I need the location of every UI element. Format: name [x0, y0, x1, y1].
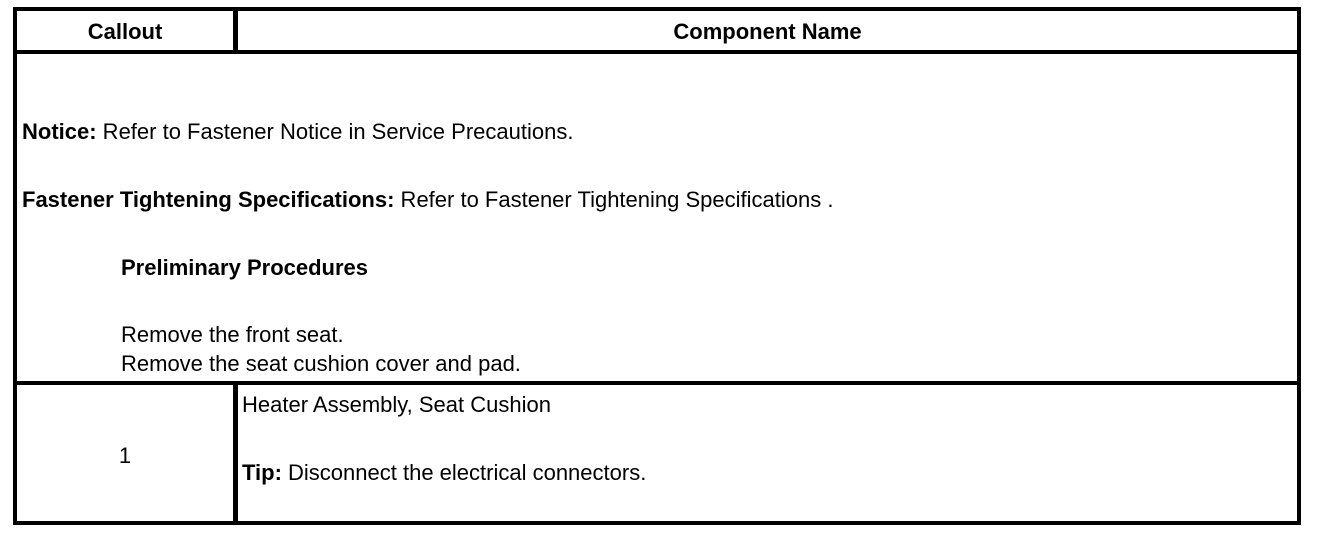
component-name: Heater Assembly, Seat Cushion	[242, 392, 551, 417]
fastener-spec-line	[22, 187, 833, 213]
callout-number: 1	[118, 443, 132, 468]
header-component-name: Component Name	[673, 19, 862, 44]
header-callout: Callout	[87, 19, 163, 44]
tip-label: Tip:	[242, 460, 282, 485]
column-divider-row	[233, 385, 238, 525]
header-divider	[17, 50, 1297, 54]
notice-line	[22, 119, 573, 145]
tip-line	[242, 460, 646, 486]
tip-text: Disconnect the electrical connectors.	[281, 460, 647, 485]
fastener-spec-text: Refer to Fastener Tightening Specifications .	[394, 187, 834, 212]
row-divider	[17, 381, 1297, 385]
notice-text: Refer to Fastener Notice in Service Precautions.	[96, 119, 574, 144]
preliminary-step: Remove the seat cushion cover and pad.	[121, 351, 521, 376]
preliminary-procedures-heading: Preliminary Procedures	[121, 255, 369, 280]
component-table	[13, 7, 1301, 525]
preliminary-step: Remove the front seat.	[121, 322, 344, 347]
fastener-spec-label: Fastener Tightening Specifications:	[22, 187, 395, 212]
notice-label: Notice:	[22, 119, 97, 144]
